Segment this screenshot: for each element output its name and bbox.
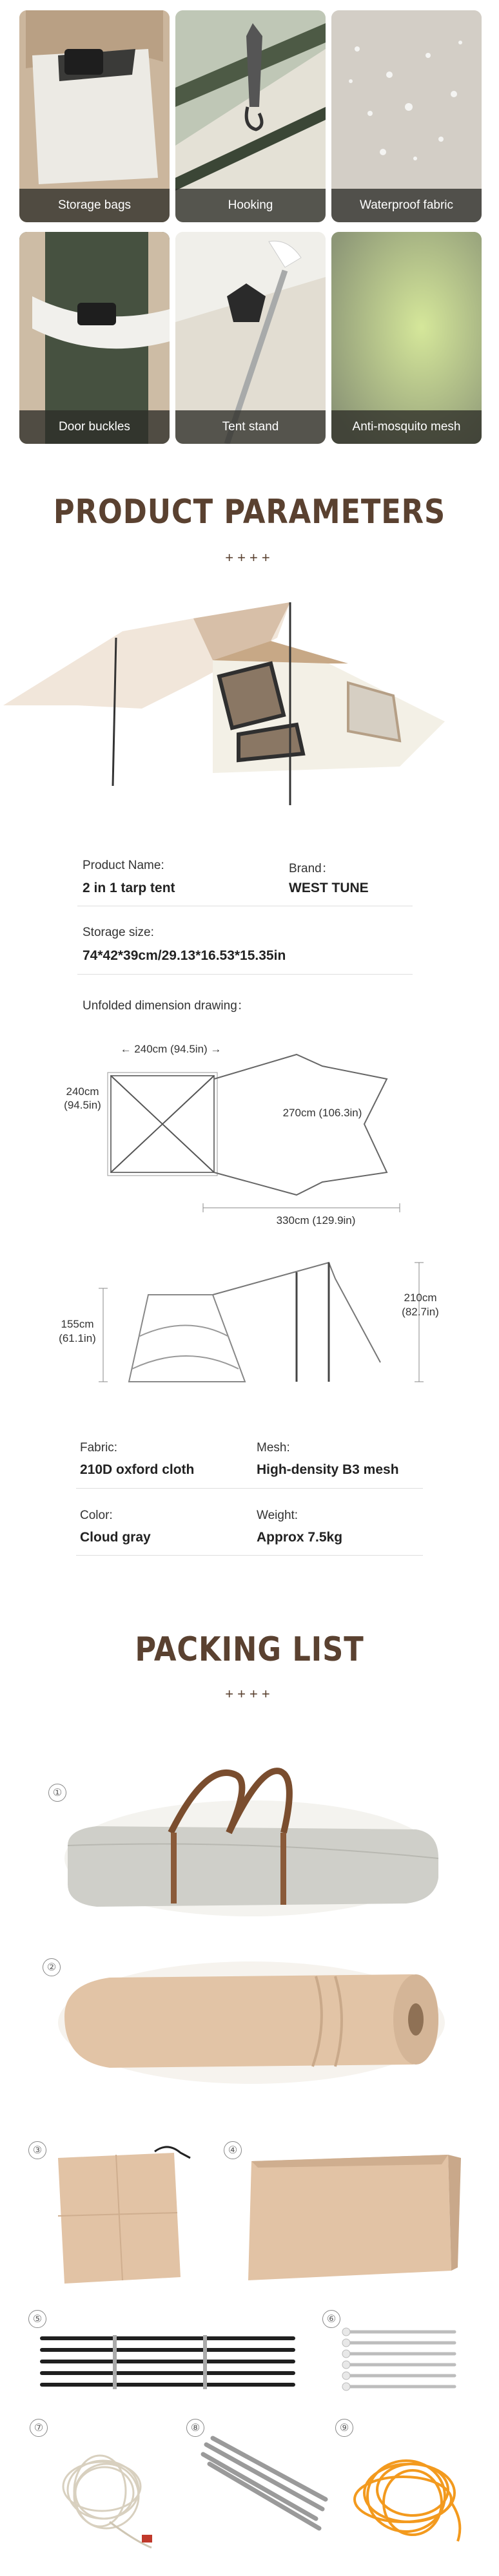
brand-label: Brand： [289,862,334,875]
mesh-label: Mesh: [257,1441,290,1455]
item-number: ⑦ [30,2419,48,2437]
item-number: ⑤ [28,2310,46,2328]
product-name-label: Product Name: [83,859,164,872]
side-view-dimension-drawing [64,1253,451,1407]
carry-bag-icon [58,1762,445,1936]
feature-storage-bags [19,10,170,222]
feature-caption: Storage bags [19,189,170,222]
dim-top-width: ← 240cm (94.5in) → [120,1043,222,1055]
color-value: Cloud gray [80,1530,151,1545]
fabric-label: Fabric: [80,1441,118,1455]
feature-hooking [175,10,326,222]
item-number: ② [43,1958,61,1976]
dim-pole-height-cm: 210cm [404,1292,437,1304]
fabric-value: 210D oxford cloth [80,1462,195,1477]
feature-caption: Hooking [175,189,326,222]
stakes-icon [332,2322,461,2399]
feature-tent-stand [175,232,326,444]
feature-caption: Waterproof fabric [331,189,482,222]
brand-value: WEST TUNE [289,881,369,895]
item-number: ④ [224,2141,242,2159]
item-number: ③ [28,2141,46,2159]
poles-icon [35,2325,306,2396]
rolled-tent-icon [52,1945,451,2094]
feature-waterproof [331,10,482,222]
dim-total-length: 330cm (129.9in) [276,1214,356,1226]
storage-size-label: Storage size: [83,926,154,939]
dim-left-depth-in: (94.5in) [64,1099,101,1111]
guy-ropes-icon [348,2432,471,2554]
dim-tent-height-in: (61.1in) [59,1332,96,1344]
tarp-icon [52,2145,206,2293]
heading-stars: ++++ [225,549,274,566]
feature-caption: Anti-mosquito mesh [331,410,482,444]
divider [77,974,413,975]
dim-tarp-width: 270cm (106.3in) [282,1107,362,1119]
item-number: ⑧ [186,2419,204,2437]
feature-door-buckles [19,232,170,444]
dim-pole-height-in: (82.7in) [402,1306,439,1318]
product-name-value: 2 in 1 tarp tent [83,881,175,895]
divider [76,1555,423,1556]
storage-size-value: 74*42*39cm/29.13*16.53*15.35in [83,948,286,963]
product-parameters-heading: PRODUCT PARAMETERS [53,493,446,531]
dim-tent-height-cm: 155cm [61,1318,94,1330]
color-label: Color: [80,1509,113,1522]
unfolded-drawing-label: Unfolded dimension drawing： [83,999,249,1013]
top-view-dimension-drawing [64,1040,451,1234]
packing-list-heading: PACKING LIST [135,1630,364,1669]
heading-stars: ++++ [225,1686,274,1702]
weight-value: Approx 7.5kg [257,1530,343,1545]
rope-icon [45,2432,168,2554]
divider [76,1488,423,1489]
item-number: ① [48,1784,66,1802]
mesh-value: High-density B3 mesh [257,1462,399,1477]
feature-caption: Tent stand [175,410,326,444]
metal-stakes-icon [193,2432,342,2554]
feature-mosquito-mesh [331,232,482,444]
weight-label: Weight: [257,1509,298,1522]
item-number: ⑥ [322,2310,340,2328]
item-number: ⑨ [335,2419,353,2437]
feature-caption: Door buckles [19,410,170,444]
groundsheet-icon [235,2145,461,2293]
tarp-tent-product-image [0,593,499,818]
dim-left-depth-cm: 240cm [66,1085,99,1098]
